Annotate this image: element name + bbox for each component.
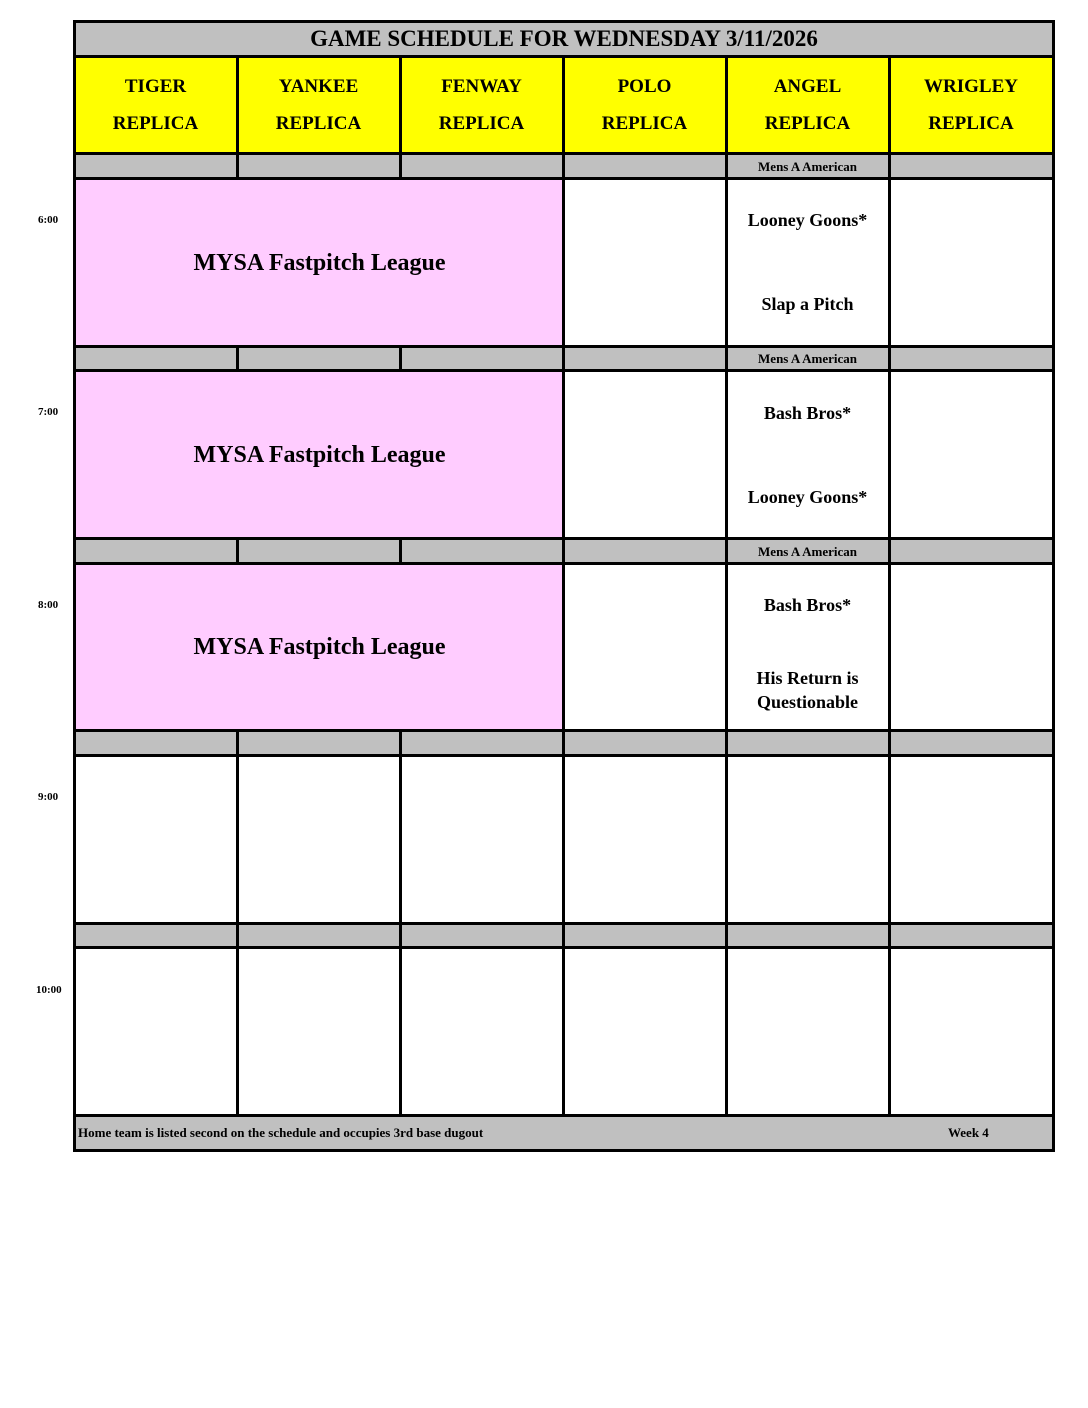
grid-line: [888, 55, 891, 1116]
grid-line: [73, 1149, 1055, 1152]
league-block: MYSA Fastpitch League: [193, 441, 446, 468]
grid-line: [236, 537, 239, 565]
home-team: Looney Goons*: [747, 487, 868, 508]
league-block: MYSA Fastpitch League: [193, 249, 446, 276]
home-team: [727, 665, 888, 715]
grid-line: [399, 537, 402, 565]
division-label: Mens A American: [758, 350, 857, 366]
away-team: Bash Bros*: [763, 595, 852, 616]
home-team-line: Questionable: [756, 692, 858, 712]
time-label: 10:00: [36, 984, 62, 997]
home-team: Slap a Pitch: [761, 294, 854, 315]
page-title: GAME SCHEDULE FOR WEDNESDAY 3/11/2026: [310, 26, 818, 52]
field-name: POLO: [617, 75, 672, 97]
field-sub: REPLICA: [275, 112, 362, 134]
home-team-line: His Return is: [756, 668, 859, 688]
away-team: Looney Goons*: [747, 210, 868, 231]
grid-line: [399, 729, 402, 1116]
field-sub: REPLICA: [764, 112, 851, 134]
grid-line: [236, 729, 239, 1116]
grid-line: [236, 345, 239, 372]
field-header-angel: [727, 58, 888, 153]
field-sub: REPLICA: [928, 112, 1014, 134]
week-label: Week 4: [948, 1125, 989, 1141]
time-label: 9:00: [38, 791, 59, 804]
field-name: WRIGLEY: [924, 75, 1018, 97]
field-name: YANKEE: [278, 75, 359, 97]
time-label: 7:00: [38, 406, 59, 419]
field-name: TIGER: [124, 75, 187, 97]
grid-line: [399, 345, 402, 372]
grid-line: [1052, 20, 1055, 1152]
time-label: 8:00: [38, 599, 59, 612]
footer-note: Home team is listed second on the schedule and occupies 3rd base dugout: [78, 1125, 484, 1141]
field-sub: REPLICA: [112, 112, 199, 134]
field-header-fenway: [401, 58, 562, 153]
field-header-tiger: [75, 58, 236, 153]
field-name: ANGEL: [773, 75, 842, 97]
field-sub: REPLICA: [601, 112, 688, 134]
field-header-wrigley: [890, 58, 1052, 153]
away-team: Bash Bros*: [763, 403, 852, 424]
field-sub: REPLICA: [438, 112, 525, 134]
division-label: Mens A American: [758, 543, 857, 559]
division-label: Mens A American: [758, 158, 857, 174]
league-block: MYSA Fastpitch League: [193, 634, 446, 661]
field-header-polo: [564, 58, 725, 153]
field-name: FENWAY: [441, 75, 522, 97]
time-label: 6:00: [38, 214, 59, 227]
field-header-yankee: [238, 58, 399, 153]
